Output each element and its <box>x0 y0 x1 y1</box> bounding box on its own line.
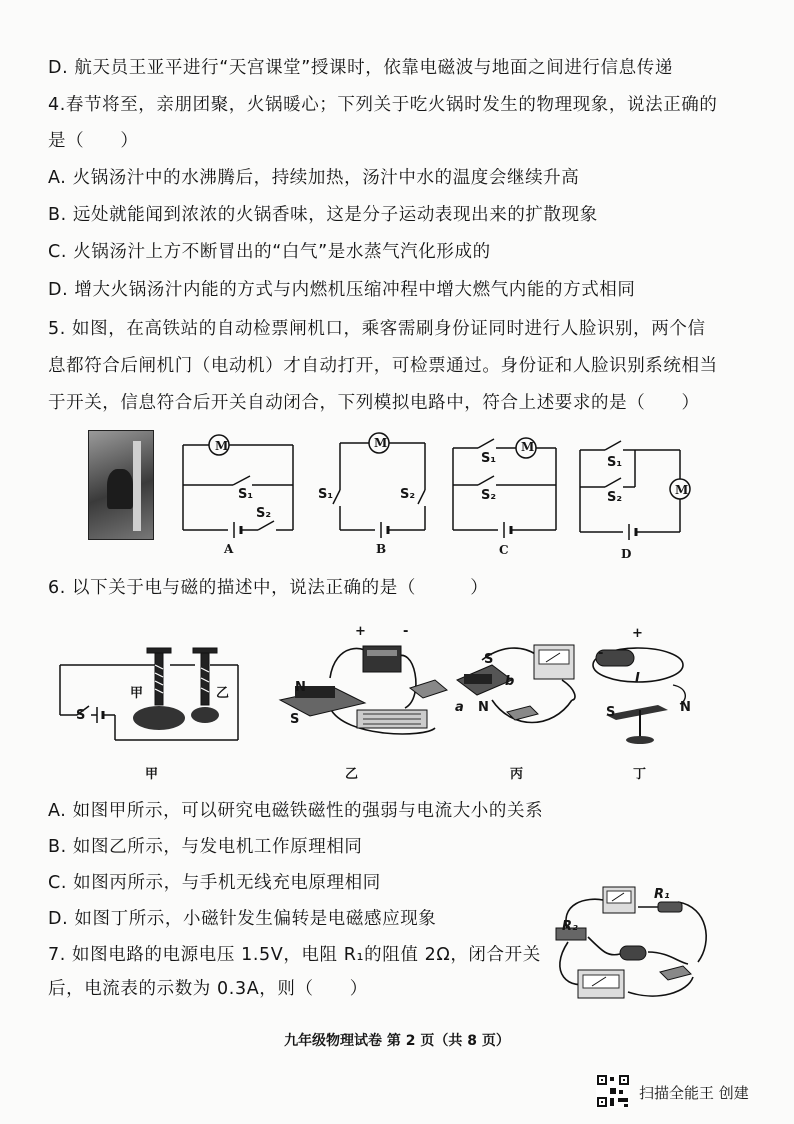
q5-b-s2-label: S₂ <box>400 487 416 502</box>
q6-ding-n-label: N <box>680 700 691 715</box>
q6-figure-ding-oersted <box>588 630 708 750</box>
q6-option-a: A. 如图甲所示，可以研究电磁铁磁性的强弱与电流大小的关系 <box>48 801 544 821</box>
q7-r1-label: R₁ <box>654 887 670 902</box>
q6-ding-plus-label: + <box>632 626 643 641</box>
q5-a-label: A <box>224 542 234 556</box>
q6-figure-bing-generator <box>452 640 582 750</box>
q6-option-d: D. 如图丁所示，小磁针发生偏转是电磁感应现象 <box>48 909 437 929</box>
q5-c-s1-label: S₁ <box>481 451 497 466</box>
q5-circuit-c <box>448 430 560 560</box>
ticket-gate-photo <box>88 430 154 540</box>
q6-yi-coil-label: 乙 <box>216 686 230 701</box>
q4-option-c: C. 火锅汤汁上方不断冒出的“白气”是水蒸气汽化形成的 <box>48 242 491 262</box>
q7-r2-label: R₂ <box>562 919 578 934</box>
q6-ding-current-label: I <box>635 671 640 686</box>
q7-stem-cont: 后，电流表的示数为 0.3A，则（ ） <box>48 979 368 999</box>
q5-c-motor-label: M <box>521 440 535 454</box>
q6-figure-ding-caption: 丁 <box>633 767 647 782</box>
q7-circuit-figure <box>548 882 718 1012</box>
q6-stem: 6. 以下关于电与磁的描述中，说法正确的是（ ） <box>48 578 489 598</box>
q4-option-a: A. 火锅汤汁中的水沸腾后，持续加热，汤汁中水的温度会继续升高 <box>48 168 580 188</box>
q4-option-d: D. 增大火锅汤汁内能的方式与内燃机压缩冲程中增大燃气内能的方式相同 <box>48 280 636 300</box>
q6-option-b: B. 如图乙所示，与发电机工作原理相同 <box>48 837 363 857</box>
q6-bing-b-label: b <box>505 674 515 689</box>
q6-jia-coil-label: 甲 <box>130 686 144 701</box>
q6-option-c: C. 如图丙所示，与手机无线充电原理相同 <box>48 873 381 893</box>
q5-stem-cont2: 于开关，信息符合后开关自动闭合，下列模拟电路中，符合上述要求的是（ ） <box>48 393 700 413</box>
page-footer: 九年级物理试卷 第 2 页（共 8 页） <box>284 1033 510 1049</box>
q5-a-motor-label: M <box>215 439 229 453</box>
q6-ding-s-label: S <box>606 705 616 720</box>
q5-d-motor-label: M <box>675 483 689 497</box>
q3-option-d: D. 航天员王亚平进行“天宫课堂”授课时，依靠电磁波与地面之间进行信息传递 <box>48 58 673 78</box>
q5-b-label: B <box>376 542 387 556</box>
q5-stem: 5. 如图，在高铁站的自动检票闸机口，乘客需刷身份证同时进行人脸识别，两个信 <box>48 319 706 339</box>
q4-stem: 4.春节将至，亲朋团聚，火锅暖心；下列关于吃火锅时发生的物理现象，说法正确的 <box>48 95 718 115</box>
qr-code-icon <box>596 1074 630 1108</box>
q6-yi-n-label: N <box>295 680 306 695</box>
q5-c-s2-label: S₂ <box>481 488 497 503</box>
q5-d-label: D <box>621 547 632 561</box>
q6-yi-plus-label: + <box>355 624 366 639</box>
q4-stem-cont: 是（ ） <box>48 131 139 151</box>
q6-jia-switch-label: S <box>76 708 86 723</box>
q6-yi-s-label: S <box>290 712 300 727</box>
scanner-watermark: 扫描全能王 创建 <box>639 1084 749 1102</box>
q6-ding-minus-label: - <box>598 646 604 661</box>
q6-bing-s-label: S <box>484 652 494 667</box>
q6-bing-n-label: N <box>478 700 489 715</box>
q4-option-b: B. 远处就能闻到浓浓的火锅香味，这是分子运动表现出来的扩散现象 <box>48 205 598 225</box>
q5-a-s1-label: S₁ <box>238 487 254 502</box>
q5-b-motor-label: M <box>374 436 388 450</box>
q6-figure-bing-caption: 丙 <box>510 767 524 782</box>
q6-bing-a-label: a <box>455 700 464 715</box>
q5-a-s2-label: S₂ <box>256 506 272 521</box>
q5-b-s1-label: S₁ <box>318 487 334 502</box>
q7-stem: 7. 如图电路的电源电压 1.5V，电阻 R₁的阻值 2Ω，闭合开关 <box>48 945 541 965</box>
q5-d-s1-label: S₁ <box>607 455 623 470</box>
q5-d-s2-label: S₂ <box>607 490 623 505</box>
q6-figure-jia-caption: 甲 <box>145 767 159 782</box>
q6-yi-minus-label: - <box>403 624 409 639</box>
q5-c-label: C <box>499 543 509 557</box>
q5-circuit-d <box>575 432 695 562</box>
q5-stem-cont: 息都符合后闸机门（电动机）才自动打开，可检票通过。身份证和人脸识别系统相当 <box>48 356 718 376</box>
q6-figure-yi-caption: 乙 <box>345 767 359 782</box>
